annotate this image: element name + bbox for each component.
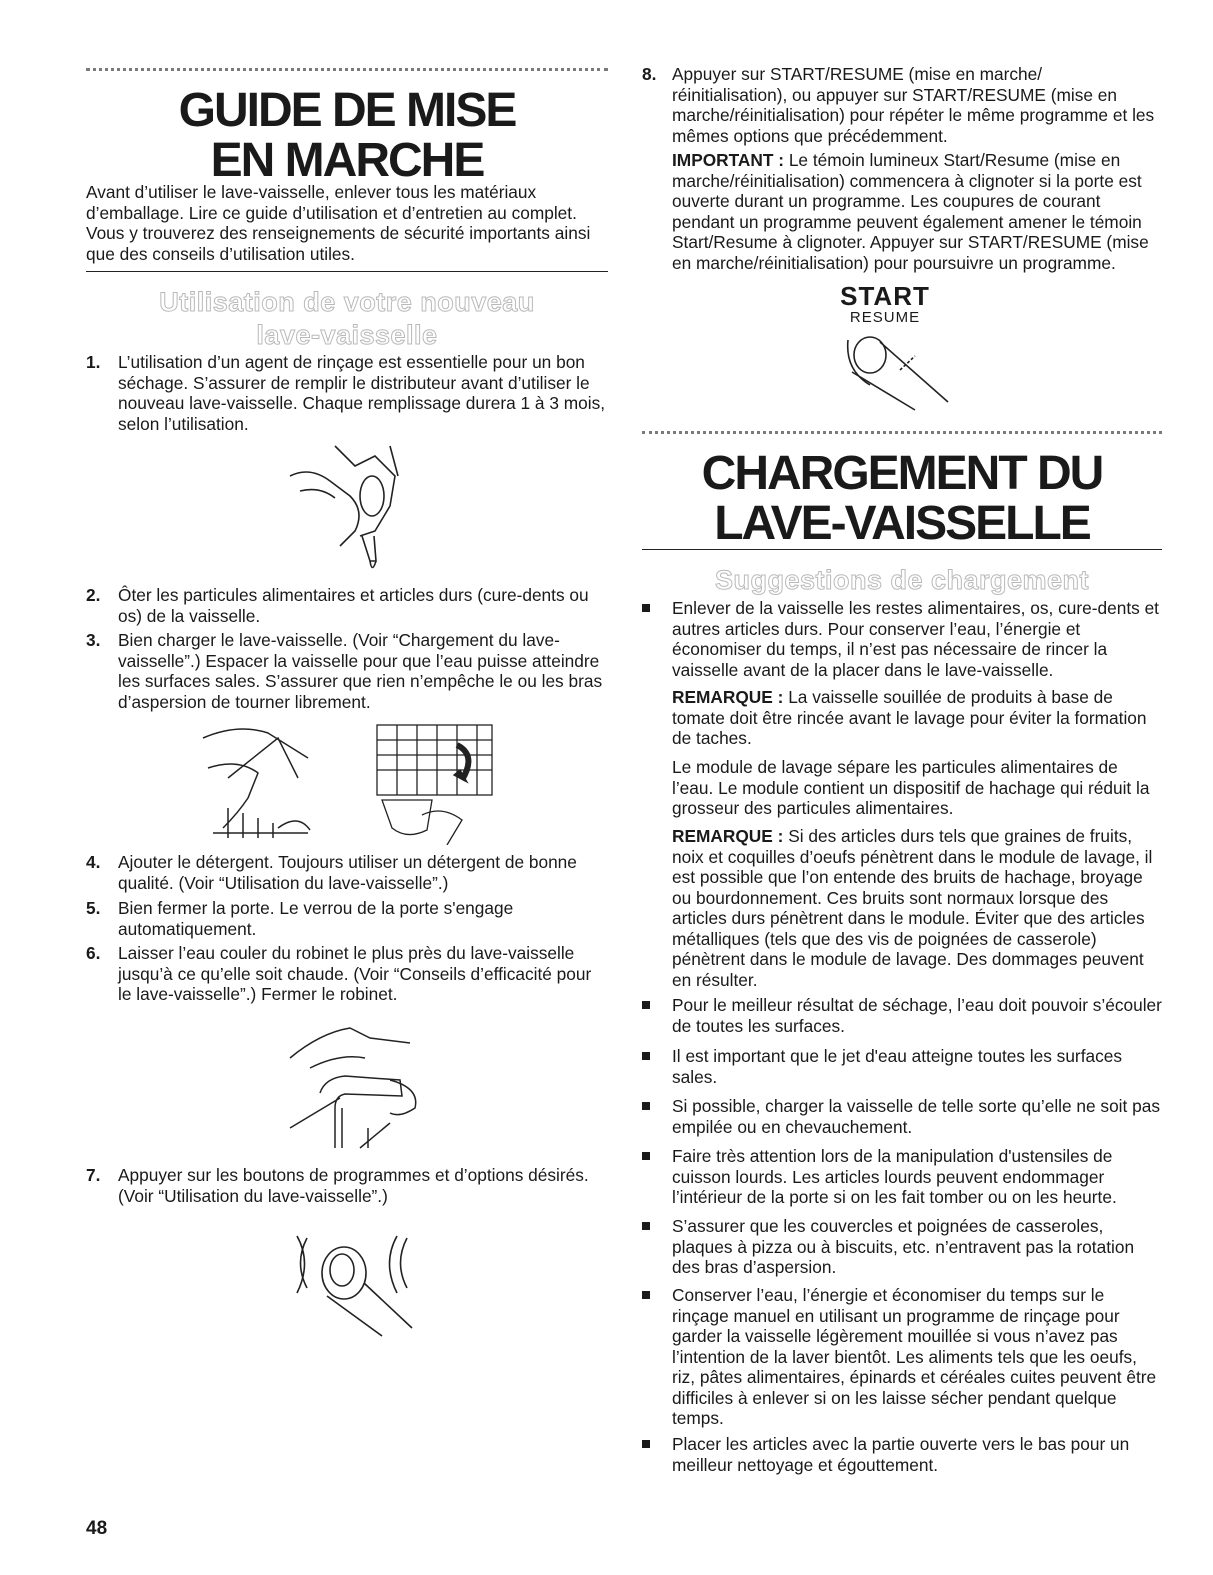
- guide-title-line2: EN MARCHE: [210, 134, 484, 187]
- important-note: [672, 150, 1162, 273]
- finger-press-illustration: [840, 330, 950, 415]
- loading-bullet-4: [642, 1096, 1162, 1137]
- step-number: 4.: [86, 852, 101, 872]
- bullet-text: Pour le meilleur résultat de séchage, l’eau doit pouvoir s’écouler de toutes les surfaces.: [672, 995, 1162, 1036]
- spray-arm-illustration: [372, 720, 497, 845]
- top-dotted-rule-left: [86, 68, 608, 71]
- bullet-square: [642, 1102, 650, 1110]
- intro-paragraph: Avant d’utiliser le lave-vaisselle, enlever tous les matériaux d’emballage. Lire ce guide d’utilisation et d’entretien au complet. Vous y trouverez des renseignements de sécurité importants ainsi que des conseils d’utilisation utiles.: [86, 182, 591, 264]
- faucet-illustration: [280, 1018, 430, 1158]
- loading-bullet-6: [642, 1216, 1162, 1278]
- step-number: 2.: [86, 585, 101, 605]
- resume-label: RESUME: [849, 309, 921, 326]
- bullet-text: Enlever de la vaisselle les restes alimentaires, os, cure-dents et autres articles durs. Pour conserver l’eau, l’énergie et économiser du temps, il n’est pas nécessaire de rincer la vaisselle avant de la placer dans le lave-vaisselle.: [672, 598, 1159, 680]
- bullet-square: [642, 1291, 650, 1299]
- step-text: Bien fermer la porte. Le verrou de la porte s'engage automatiquement.: [118, 898, 514, 939]
- usage-section-title-line2: lave-vaisselle: [256, 320, 438, 350]
- remarque-label: REMARQUE :: [672, 826, 784, 846]
- step-2: [86, 585, 606, 626]
- step-text: Laisser l’eau couler du robinet le plus près du lave-vaisselle jusqu’à ce qu’elle soit chaude. (Voir “Conseils d’efficacité pour le lave-vaisselle”.) Fermer le robinet.: [118, 943, 592, 1004]
- bullet-square: [642, 1222, 650, 1230]
- step-number: 3.: [86, 630, 101, 650]
- loading-dishes-illustration: [198, 718, 323, 843]
- bullet-text: S’assurer que les couvercles et poignées de casseroles, plaques à pizza ou à biscuits, etc. n’entravent pas la rotation des bras d’aspersion.: [672, 1216, 1135, 1277]
- remarque-1: [672, 687, 1162, 749]
- page-number: 48: [86, 1518, 108, 1539]
- bullet-text: Faire très attention lors de la manipulation d'ustensiles de cuisson lourds. Les articles lourds peuvent endommager l’intérieur de la porte si on les fait tomber ou on les heurte.: [672, 1146, 1117, 1207]
- step-text: Ôter les particules alimentaires et articles durs (cure-dents ou os) de la vaisselle.: [118, 585, 589, 626]
- bullet-square: [642, 1052, 650, 1060]
- loading-bullet-8: [642, 1434, 1162, 1475]
- step-8: [642, 64, 1162, 146]
- loading-title: [642, 449, 1162, 549]
- intro-divider: [86, 271, 608, 272]
- step-number: 7.: [86, 1165, 101, 1185]
- usage-section-title-line1: Utilisation de votre nouveau: [159, 287, 535, 317]
- step-number: 5.: [86, 898, 101, 918]
- step-6: [86, 943, 606, 1005]
- important-text: Le témoin lumineux Start/Resume (mise en marche/réinitialisation) commencera à clignoter si la porte est ouverte durant un programme. Les coupures de courant pendant un programme peuvent également amener le témoin Start/Resume à clignoter. Appuyer sur START/RESUME (mise en marche/réinitialisation) pour poursuivre un programme.: [672, 150, 1149, 273]
- step-5: [86, 898, 606, 939]
- step-text: Bien charger le lave-vaisselle. (Voir “Chargement du lave-vaisselle”.) Espacer la vaisselle pour que l’eau puisse atteindre les surfaces sales. S’assurer que rien n’empêche le ou les bras d’aspersion de tourner librement.: [118, 630, 603, 712]
- bullet-text: Si possible, charger la vaisselle de telle sorte qu’elle ne soit pas empilée ou en chevauchement.: [672, 1096, 1160, 1137]
- loading-title-line2: LAVE-VAISSELLE: [714, 497, 1090, 550]
- loading-divider: [642, 549, 1162, 550]
- loading-bullet-2: [642, 995, 1162, 1036]
- remarque-2: [672, 826, 1162, 990]
- guide-title: [86, 86, 608, 186]
- bullet-square: [642, 1001, 650, 1009]
- step-3: [86, 630, 606, 712]
- bullet-text: Placer les articles avec la partie ouverte vers le bas pour un meilleur nettoyage et égouttement.: [672, 1434, 1130, 1475]
- bullet-square: [642, 1152, 650, 1160]
- step-text: L’utilisation d’un agent de rinçage est essentielle pour un bon séchage. S’assurer de remplir le distributeur avant d’utiliser le nouveau lave-vaisselle. Chaque remplissage durera 1 à 3 mois, selon l’utilisation.: [118, 352, 606, 434]
- loading-bullet-1: [642, 598, 1162, 680]
- remarque-label: REMARQUE :: [672, 687, 784, 707]
- step-1: [86, 352, 606, 434]
- step-4: [86, 852, 606, 893]
- step-text: Appuyer sur les boutons de programmes et d’options désirés. (Voir “Utilisation du lave-vaisselle”.): [118, 1165, 589, 1206]
- important-label: IMPORTANT :: [672, 150, 784, 170]
- step-7: [86, 1165, 606, 1206]
- bullet-square: [642, 604, 650, 612]
- mid-dotted-rule-right: [642, 431, 1162, 434]
- usage-section-title: [86, 286, 608, 352]
- loading-suggestions-title: Suggestions de chargement: [714, 565, 1090, 595]
- step-number: 1.: [86, 352, 101, 372]
- step-text: Ajouter le détergent. Toujours utiliser un détergent de bonne qualité. (Voir “Utilisation du lave-vaisselle”.): [118, 852, 577, 893]
- step-text: Appuyer sur START/RESUME (mise en marche/ réinitialisation), ou appuyer sur START/RESUME (mise en marche/réinitialisation) pour répéter le même programme et les mêmes options que précédemment.: [672, 64, 1155, 146]
- guide-title-line1: GUIDE DE MISE: [178, 84, 516, 137]
- bullet-text: Conserver l’eau, l’énergie et économiser du temps sur le rinçage manuel en utilisant un programme de rinçage pour garder la vaisselle légèrement mouillée si vous n’avez pas l’intention de la laver bientôt. Les aliments tels que les oeufs, riz, pâtes alimentaires, épinards et céréales cuites peuvent être difficiles à enlever si on les laisse sécher pendant quelque temps.: [672, 1285, 1157, 1428]
- bullet-text: Il est important que le jet d'eau atteigne toutes les surfaces sales.: [672, 1046, 1122, 1087]
- start-resume-button-graphic: [820, 282, 950, 326]
- loading-bullet-7: [642, 1285, 1162, 1429]
- step-number: 6.: [86, 943, 101, 963]
- bullet-square: [642, 1440, 650, 1448]
- step-number: 8.: [642, 64, 657, 84]
- remarque-text: La vaisselle souillée de produits à base de tomate doit être rincée avant le lavage pour éviter la formation de taches.: [672, 687, 1147, 748]
- press-button-illustration: [282, 1228, 422, 1338]
- start-label: START: [840, 281, 930, 311]
- module-paragraph: Le module de lavage sépare les particules alimentaires de l’eau. Le module contient un dispositif de hachage qui réduit la grosseur des particules alimentaires.: [672, 757, 1150, 818]
- loading-title-line1: CHARGEMENT DU: [701, 447, 1103, 500]
- loading-bullet-5: [642, 1146, 1162, 1208]
- rinse-aid-illustration: [280, 436, 420, 576]
- loading-bullet-3: [642, 1046, 1162, 1087]
- remarque-text: Si des articles durs tels que graines de fruits, noix et coquilles d’oeufs pénètrent dans le module de lavage, il est possible que l’on entende des bruits de hachage, broyage ou bourdonnement. Ces bruits sont normaux lorsque des articles durs pénètrent dans le module. Éviter que des articles métalliques (tels que des vis de poignées de casserole) pénètrent dans le module de lavage. Des dommages peuvent en résulter.: [672, 826, 1153, 990]
